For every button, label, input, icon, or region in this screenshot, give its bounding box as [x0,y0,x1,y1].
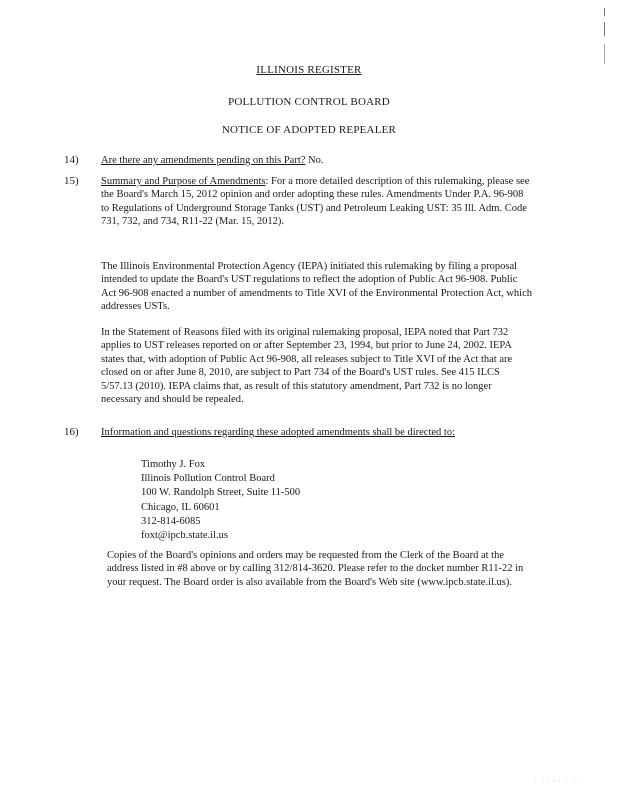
item-number-15: 15) [64,175,79,187]
contact-organization: Illinois Pollution Control Board [141,473,275,485]
contact-email: foxt@ipcb.state.il.us [141,530,228,542]
item-14-text: Are there any amendments pending on this Part? [101,155,306,166]
item-15-summary [101,175,533,229]
item-15-heading: Summary and Purpose of Amendments [101,176,266,187]
item-15-para-3: In the Statement of Reasons filed with its original rulemaking proposal, IEPA noted that Part 732 applies to UST releases reported on or after September 23, 1994, but prior to June 24, 2002. IEPA states that, with adoption of Public Act 96-908, all releases subject to Title XVI of the Act that are closed on or after June 8, 2010, are subject to Part 734 of the Board's UST rules. See 415 ILCS 5/57.13 (2010). IEPA claims that, as result of this statutory amendment, Part 732 is no longer necessary and should be repealed. [101,327,513,406]
notice-title: NOTICE OF ADOPTED REPEALER [221,124,397,136]
scan-footer-mark: · · · · · · · · [534,779,581,785]
item-14-question [101,154,571,167]
item-number-14: 14) [64,154,79,166]
item-15-para-2: The Illinois Environmental Protection Agency (IEPA) initiated this rulemaking by filing a proposal intended to update the Board's UST regulations to reflect the adoption of Public Act 96-908. Public Act 96-908 enacted a number of amendments to Title XVI of the Environmental Protection Act, which addresses USTs. [101,261,532,313]
item-16-para: Copies of the Board's opinions and orders may be requested from the Clerk of the Board at the address listed in #8 above or by calling 312/814-3620. Please refer to the docket number R11-22 in your request. The Board order is also available from the Board's Web site (www.ipcb.state.il.us). [107,550,524,588]
contact-name: Timothy J. Fox [141,459,206,470]
item-14-answer: No. [305,155,324,166]
contact-address-block [141,458,300,543]
scan-edge-mark [604,22,605,36]
contact-street: 100 W. Randolph Street, Suite 11-500 [141,487,301,499]
contact-phone: 312-814-6085 [141,515,201,527]
contact-city: Chicago, IL 60601 [141,501,220,513]
scan-edge-mark [604,8,605,16]
board-title: POLLUTION CONTROL BOARD [228,96,390,108]
item-16-text: Information and questions regarding these adopted amendments shall be directed to: [101,427,455,438]
scan-edge-mark [604,44,605,64]
item-number-16: 16) [64,426,79,438]
register-title: ILLINOIS REGISTER [256,64,362,76]
item-15-para-1: : For a more detailed description of this rulemaking, please see the Board's March 15, 2012 opinion and order adopting these rules. Amendments Under P.A. 96-908 to Regulations of Underground Storage Tanks (UST) and Petroleum Leaking UST: 35 Ill. Adm. Code 731, 732, and 734, R11-22 (Mar. 15, 2012). [101,176,530,228]
